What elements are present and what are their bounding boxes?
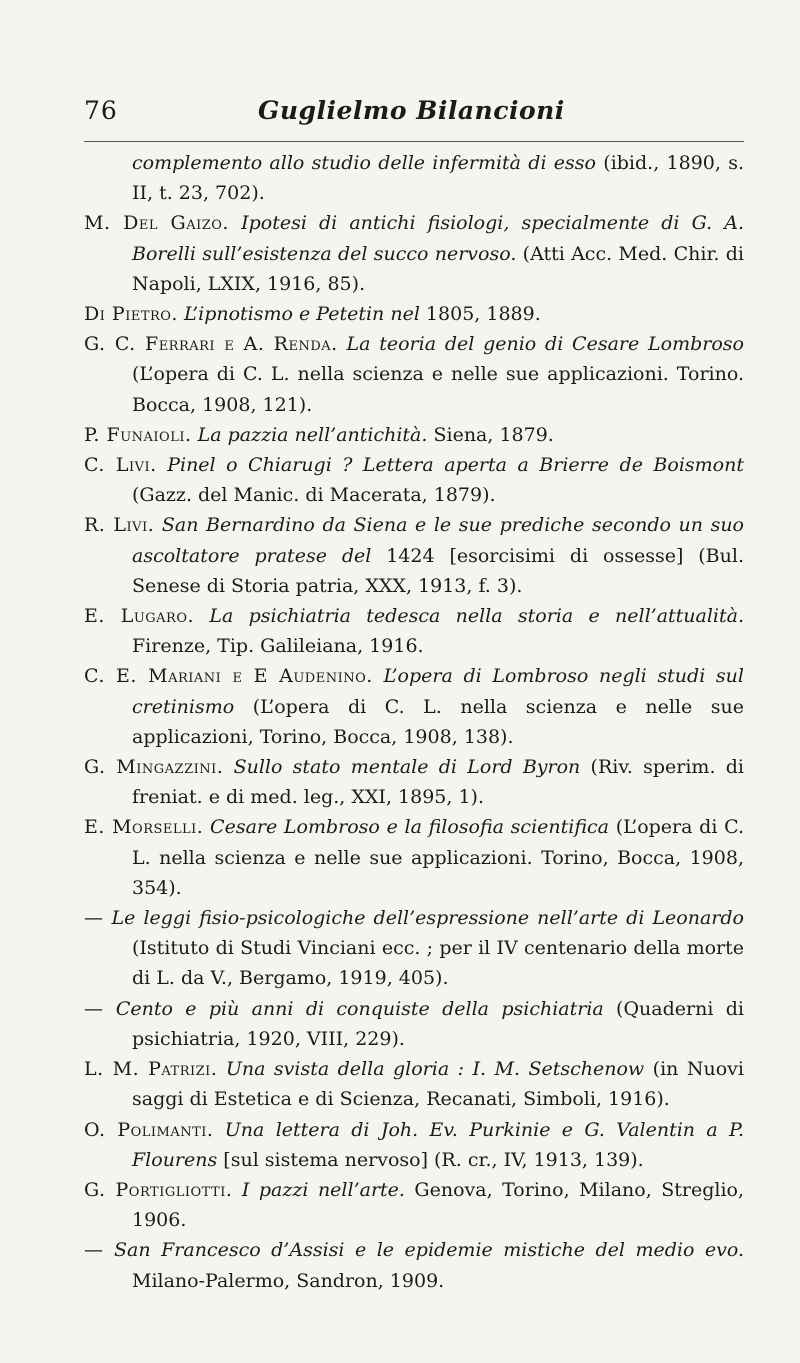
entry-details: Genova, Torino, Milano, Streglio, 1906. <box>132 1178 744 1232</box>
entry-author: M. Del Gaizo. <box>84 212 229 235</box>
entry-details: (in Nuovi saggi di Estetica e di Scienza, Recanati, Simboli, 1916). <box>132 1058 744 1111</box>
entry-details: (Quaderni di psichiatria, 1920, VIII, 229). <box>132 997 744 1050</box>
entry-details: (L’opera di C. L. nella scienza e nelle sue applicazioni. Torino. Bocca, 1908, 121). <box>132 363 744 416</box>
entry-title: Pinel o Chiarugi ? Lettera aperta a Brierre de Boismont <box>167 454 744 477</box>
entry-details: (ibid., 1890, s. II, t. 23, 702). <box>132 152 744 205</box>
entry-author: — <box>84 907 104 930</box>
entry-title: Sullo stato mentale di Lord Byron <box>233 756 581 779</box>
entry-author: C. E. Mariani e E Audenino. <box>84 665 373 688</box>
entry-details: Firenze, Tip. Galileiana, 1916. <box>132 635 424 658</box>
entry-title: L’opera di Lombroso negli studi sul cretinismo <box>132 665 744 718</box>
entry-author: Di Pietro. <box>84 303 178 326</box>
bibliography-entry <box>84 903 744 994</box>
bibliography-entry <box>84 752 744 812</box>
bibliography-entry <box>84 1235 744 1295</box>
bibliography-entry <box>84 299 744 329</box>
entry-details: (L’opera di C. L. nella scienza e nelle sue applicazioni. Torino, Bocca, 1908, 354). <box>132 816 744 899</box>
bibliography-list <box>84 148 744 1296</box>
entry-details: Siena, 1879. <box>427 423 554 446</box>
bibliography-entry <box>84 450 744 510</box>
entry-details: (Riv. sperim. di freniat. e di med. leg., XXI, 1895, 1). <box>132 756 744 809</box>
bibliography-entry <box>84 1054 744 1114</box>
bibliography-entry <box>84 994 744 1054</box>
entry-title: La psichiatria tedesca nella storia e nell’attualità. <box>209 605 745 628</box>
entry-title: Una svista della gloria : I. M. Setschenow <box>225 1058 645 1081</box>
entry-title: La pazzia nell’antichità. <box>197 423 428 446</box>
entry-title: I pazzi nell’arte. <box>241 1178 405 1201</box>
entry-author: O. Polimanti. <box>84 1118 214 1141</box>
entry-author: C. Livi. <box>84 454 157 477</box>
entry-details: (Istituto di Studi Vinciani ecc. ; per il IV centenario della morte di L. da V., Bergamo, 1919, 405). <box>132 937 744 990</box>
entry-title: Una lettera di Joh. Ev. Purkinie e G. Valentin a P. Flourens <box>132 1118 744 1171</box>
entry-details: 1805, 1889. <box>419 303 541 326</box>
entry-title: Ipotesi di antichi fisiologi, specialmente di G. A. Borelli sull’esistenza del succo nervoso. <box>132 212 744 265</box>
bibliography-entry <box>84 148 744 208</box>
entry-author: — <box>84 997 104 1020</box>
entry-title: L’ipnotismo e Petetin nel <box>184 303 420 326</box>
bibliography-entry <box>84 329 744 420</box>
entry-details: (Atti Acc. Med. Chir. di Napoli, LXIX, 1916, 85). <box>132 242 744 295</box>
bibliography-entry <box>84 812 744 903</box>
entry-details: (L’opera di C. L. nella scienza e nelle sue applicazioni, Torino, Bocca, 1908, 138). <box>132 695 744 748</box>
entry-author: E. Lugaro. <box>84 605 195 628</box>
bibliography-entry <box>84 1115 744 1175</box>
entry-details: (Gazz. del Manic. di Macerata, 1879). <box>132 484 496 507</box>
entry-author: G. Portigliotti. <box>84 1178 233 1201</box>
entry-details: Milano-Palermo, Sandron, 1909. <box>132 1269 445 1292</box>
entry-title: San Francesco d’Assisi e le epidemie mistiche del medio evo. <box>114 1239 745 1262</box>
entry-author: P. Funaioli. <box>84 423 192 446</box>
entry-author: L. M. Patrizi. <box>84 1058 218 1081</box>
entry-details: 1424 [esorcisimi di ossesse] (Bul. Senese di Storia patria, XXX, 1913, f. 3). <box>132 544 744 597</box>
page-header <box>84 96 744 130</box>
entry-title: La teoria del genio di Cesare Lombroso <box>346 333 744 356</box>
running-title: Guglielmo Bilancioni <box>258 96 565 125</box>
bibliography-entry <box>84 420 744 450</box>
bibliography-entry <box>84 208 744 299</box>
entry-author: G. Mingazzini. <box>84 756 224 779</box>
entry-title: Cento e più anni di conquiste della psichiatria <box>115 997 604 1020</box>
bibliography-entry <box>84 661 744 752</box>
bibliography-entry <box>84 601 744 661</box>
entry-details: [sul sistema nervoso] (R. cr., IV, 1913, 139). <box>217 1148 644 1171</box>
bibliography-entry <box>84 510 744 601</box>
entry-title: Cesare Lombroso e la filosofia scientifica <box>210 816 609 839</box>
entry-title: Le leggi fisio-psicologiche dell’espressione nell’arte di Leonardo <box>111 907 744 930</box>
entry-title: San Bernardino da Siena e le sue prediche secondo un suo ascoltatore pratese del <box>132 514 744 567</box>
entry-title: complemento allo studio delle infermità di esso <box>132 152 596 174</box>
entry-author: R. Livi. <box>84 514 155 537</box>
entry-author: G. C. Ferrari e A. Renda. <box>84 333 338 356</box>
header-rule <box>84 141 744 142</box>
entry-author: — <box>84 1239 104 1262</box>
bibliography-entry <box>84 1175 744 1235</box>
entry-author: E. Morselli. <box>84 816 204 839</box>
page-number: 76 <box>84 96 118 125</box>
